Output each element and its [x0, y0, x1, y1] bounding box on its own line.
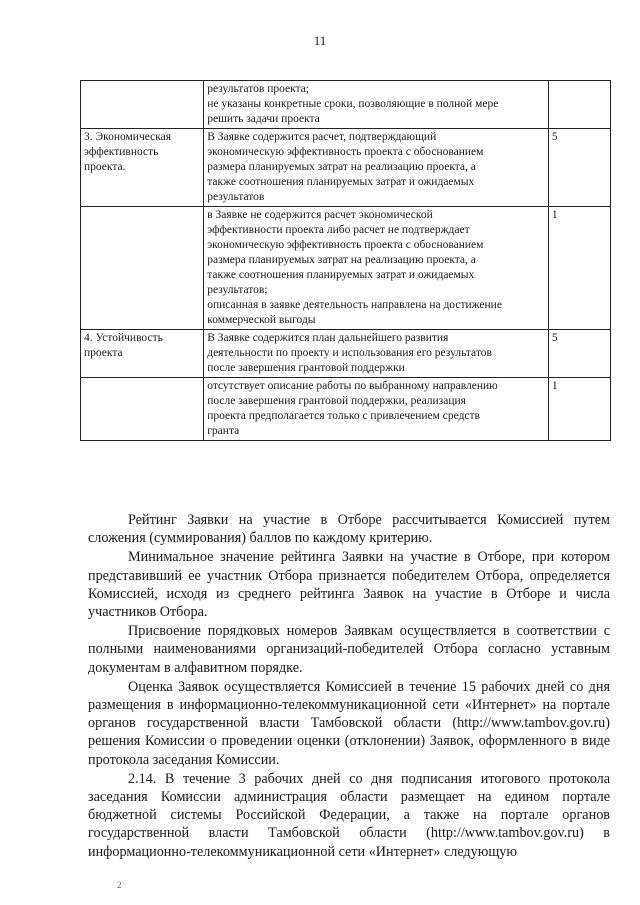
paragraph: 2.14. В течение 3 рабочих дней со дня подписания итогового протокола заседания Комиссии администрация области размещает на едином портале бюджетной системы Российской Федерации, а также на портале органов государственной власти Тамбовской области (http://www.tambov.gov.ru) в информационно-телекоммуникационной сети «Интернет» следующую	[88, 770, 610, 860]
table-row	[81, 207, 611, 330]
description-line: результатов;	[207, 284, 268, 296]
table-row	[81, 330, 611, 378]
description-line: результатов проекта;	[207, 83, 310, 95]
table-row	[81, 378, 611, 441]
score-cell: 1	[548, 207, 610, 330]
description-line: также соотношения планируемых затрат и ожидаемых	[207, 176, 475, 188]
criterion-line: проекта	[84, 347, 123, 359]
description-cell	[204, 81, 549, 129]
score-cell: 1	[548, 378, 610, 441]
criterion-cell	[81, 81, 204, 129]
score-cell: 5	[548, 129, 610, 207]
description-line: В Заявке содержится план дальнейшего развития	[207, 332, 449, 344]
description-line: после завершения грантовой поддержки	[207, 362, 405, 374]
description-line: решить задачи проекта	[207, 113, 320, 125]
table-row	[81, 129, 611, 207]
description-line: описанная в заявке деятельность направлена на достижение	[207, 299, 502, 311]
paragraph: Присвоение порядковых номеров Заявкам осуществляется в соответствии с полными наименованиями организаций-победителей Отбора согласно уставным документам в алфавитном порядке.	[88, 623, 610, 676]
description-line: в Заявке не содержится расчет экономической	[207, 209, 433, 221]
criterion-cell	[81, 207, 204, 330]
description-line: деятельности по проекту и использования его результатов	[207, 347, 492, 359]
description-cell	[204, 378, 549, 441]
score-cell	[548, 81, 610, 129]
criterion-cell	[81, 129, 204, 207]
score-cell: 5	[548, 330, 610, 378]
criterion-line: эффективность	[84, 146, 159, 158]
paragraph: Минимальное значение рейтинга Заявки на участие в Отборе, при котором представивший ее участник Отбора признается победителем Отбора, определяется Комиссией, исходя из среднего рейтинга Заявок на участие в Отборе и числа участников Отбора.	[88, 549, 610, 621]
description-line: также соотношения планируемых затрат и ожидаемых	[207, 269, 475, 281]
description-cell	[204, 207, 549, 330]
page-number: 11	[313, 33, 327, 48]
description-line: экономическую эффективность проекта с обоснованием	[207, 146, 484, 158]
body-text	[88, 511, 610, 862]
description-cell	[204, 330, 549, 378]
paragraph: Оценка Заявок осуществляется Комиссией в течение 15 рабочих дней со дня размещения в информационно-телекоммуникационной сети «Интернет» на портале органов государственной власти Тамбовской области (http://www.tambov.gov.ru) решения Комиссии о проведении оценки (отклонении) Заявок, оформленного в виде протокола заседания Комиссии.	[88, 678, 610, 768]
description-line: экономическую эффективность проекта с обоснованием	[207, 239, 484, 251]
description-line: не указаны конкретные сроки, позволяющие в полной мере	[207, 98, 499, 110]
paragraph: Рейтинг Заявки на участие в Отборе рассчитывается Комиссией путем сложения (суммирования) баллов по каждому критерию.	[88, 512, 610, 547]
description-line: эффективности проекта либо расчет не подтверждает	[207, 224, 470, 236]
sheet-mark: 2	[117, 880, 122, 890]
criterion-line: проекта.	[84, 161, 126, 173]
criterion-cell	[81, 378, 204, 441]
description-line: В Заявке содержится расчет, подтверждающий	[207, 131, 437, 143]
description-line: гранта	[207, 425, 240, 437]
description-line: коммерческой выгоды	[207, 314, 316, 326]
description-line: проекта предполагается только с привлечением средств	[207, 410, 480, 422]
description-line: размера планируемых затрат на реализацию проекта, а	[207, 161, 476, 173]
description-line: после завершения грантовой поддержки, реализация	[207, 395, 466, 407]
table-row	[81, 81, 611, 129]
criteria-table-body	[81, 81, 611, 441]
description-cell	[204, 129, 549, 207]
criteria-table	[80, 80, 611, 441]
description-line: размера планируемых затрат на реализацию проекта, а	[207, 254, 476, 266]
description-line: результатов	[207, 191, 265, 203]
criterion-cell	[81, 330, 204, 378]
criterion-line: 3. Экономическая	[84, 131, 172, 143]
description-line: отсутствует описание работы по выбранному направлению	[207, 380, 498, 392]
criterion-line: 4. Устойчивость	[84, 332, 163, 344]
